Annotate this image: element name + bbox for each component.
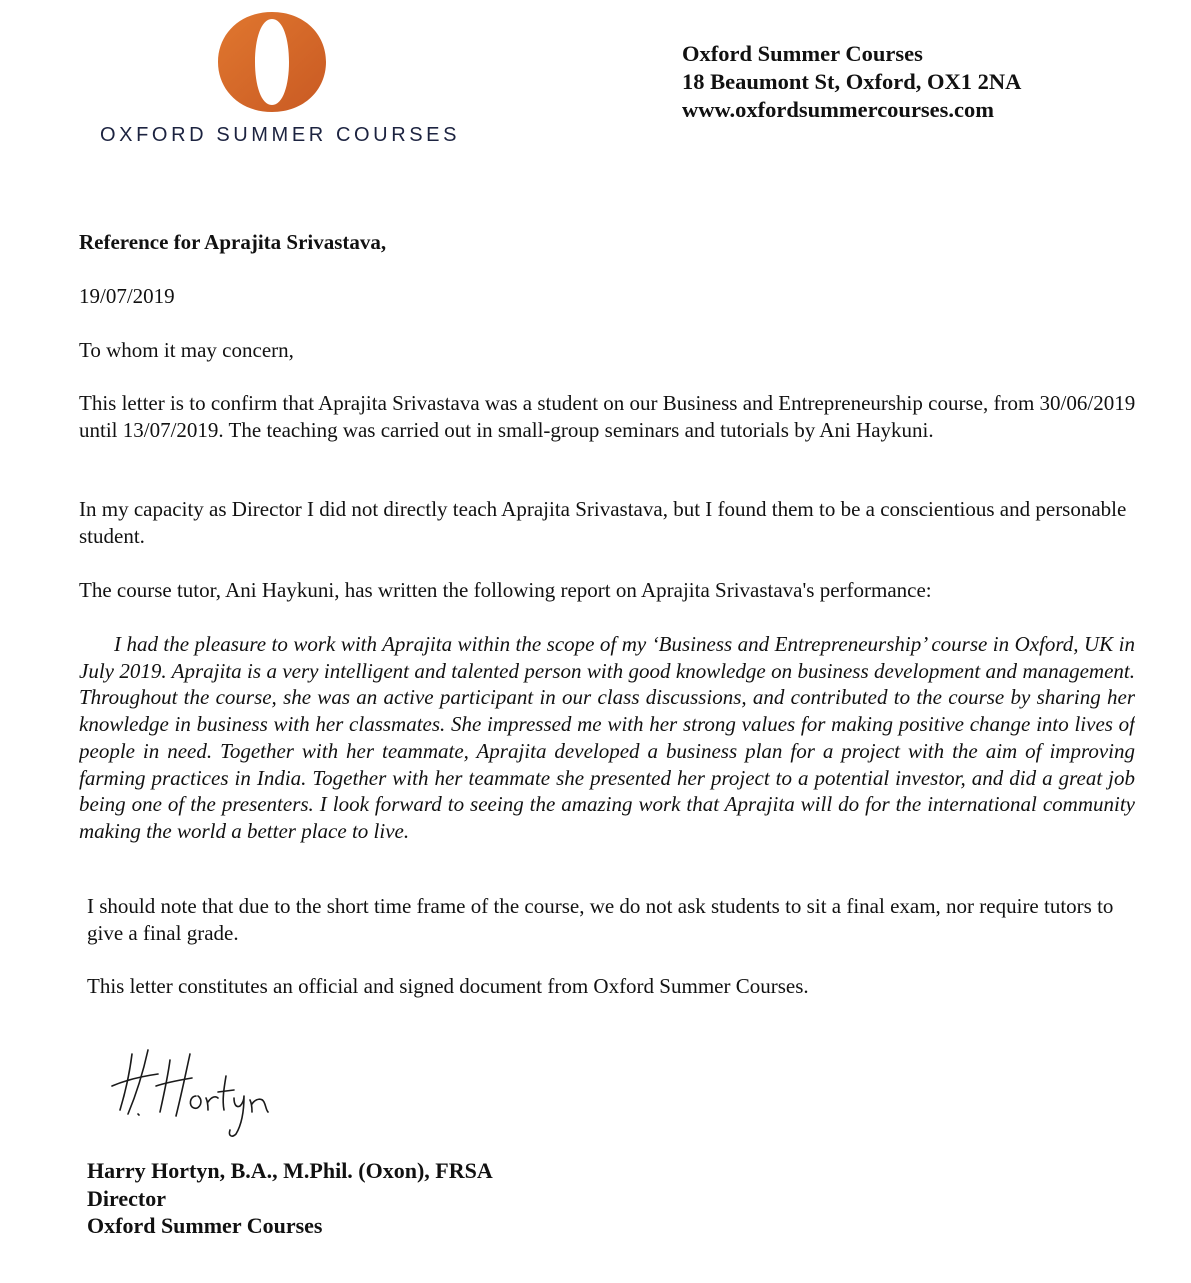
address-street: 18 Beaumont St, Oxford, OX1 2NA <box>682 69 1022 94</box>
address-org-name: Oxford Summer Courses <box>682 41 923 66</box>
organization-address <box>682 40 1021 124</box>
tutor-report-quote: I had the pleasure to work with Aprajita within the scope of my ‘Business and Entrepreneurship’ course in Oxford, UK in July 2019. Aprajita is a very intelligent and talented person with good knowledge on business development and management. Throughout the course, she was an active participant in our class discussions, and contributed to the course by sharing her knowledge in business with her classmates. She impressed me with her strong values for making positive change into lives of people in need. Together with her teammate, Aprajita developed a business plan for a project with the aim of improving farming practices in India. Together with her teammate she presented her project to a potential investor, and did a great job being one of the presenters. I look forward to seeing the amazing work that Aprajita will do for the international community making the world a better place to live. <box>79 632 1135 843</box>
signatory-block <box>87 1157 493 1240</box>
letter-date: 19/07/2019 <box>79 284 175 308</box>
signatory-name: Harry Hortyn, B.A., M.Phil. (Oxon), FRSA <box>87 1158 493 1183</box>
exam-note-paragraph: I should note that due to the short time frame of the course, we do not ask students to sit a final exam, nor require tutors to give a final grade. <box>87 894 1114 945</box>
signatory-organization: Oxford Summer Courses <box>87 1213 323 1238</box>
handwritten-signature <box>104 1040 284 1140</box>
address-website: www.oxfordsummercourses.com <box>682 97 995 122</box>
logo-wordmark: OXFORD SUMMER COURSES <box>100 124 461 146</box>
signatory-role: Director <box>87 1185 166 1211</box>
confirmation-paragraph: This letter is to confirm that Aprajita Srivastava was a student on our Business and Entrepreneurship course, from 30/06/2019 until 13/07/2019. The teaching was carried out in small-group seminars and tutorials by Ani Haykuni. <box>79 391 1136 442</box>
reference-title: Reference for Aprajita Srivastava, <box>79 230 387 254</box>
director-paragraph: In my capacity as Director I did not directly teach Aprajita Srivastava, but I found them to be a conscientious and personable student. <box>79 497 1127 548</box>
official-statement-paragraph: This letter constitutes an official and signed document from Oxford Summer Courses. <box>87 974 809 998</box>
salutation: To whom it may concern, <box>79 338 294 362</box>
orange-o-logo-icon <box>218 12 326 112</box>
tutor-intro-paragraph: The course tutor, Ani Haykuni, has written the following report on Aprajita Srivastava's performance: <box>79 578 932 602</box>
